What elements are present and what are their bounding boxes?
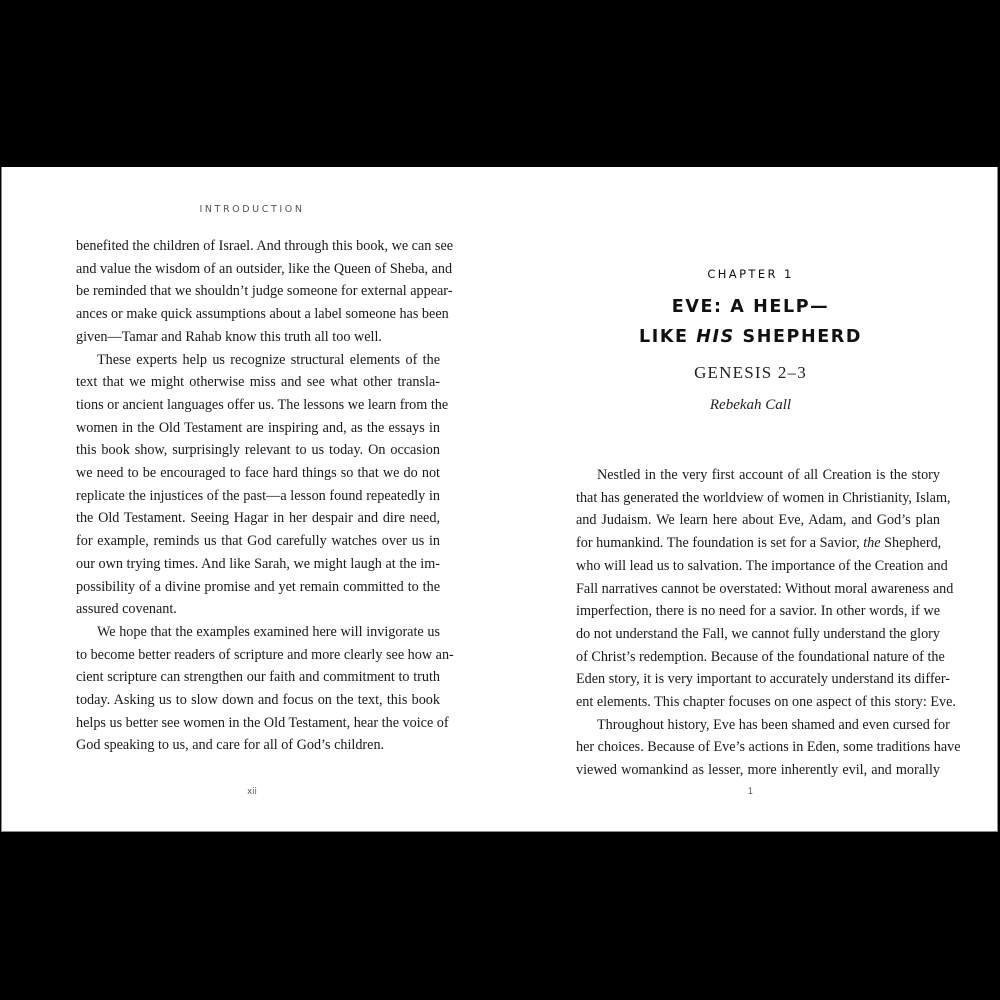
text-line: today. Asking us to slow down and focus on the text, this book bbox=[76, 692, 440, 708]
text-line: we need to be encouraged to face hard things so that we do not bbox=[76, 465, 440, 481]
text-line: assured covenant. bbox=[76, 601, 177, 618]
text-line: ances or make quick assumptions about a label someone has been bbox=[76, 306, 449, 323]
text-line: that has generated the worldview of women in Christianity, Islam, bbox=[576, 489, 951, 506]
text-line: possibility of a divine promise and yet remain committed to the bbox=[76, 578, 440, 595]
text-line: women in the Old Testament are inspiring and, as the essays in bbox=[76, 419, 440, 436]
text-line: for example, reminds us that God carefully watches over us in bbox=[76, 533, 440, 550]
text-line: and Judaism. We learn here about Eve, Adam, and God’s plan bbox=[576, 512, 940, 529]
text-line: viewed womankind as lesser, more inherently evil, and morally bbox=[576, 762, 940, 779]
text-line: do not understand the Fall, we cannot fully understand the glory bbox=[576, 625, 940, 642]
text-line: to become better readers of scripture and more clearly see how an- bbox=[76, 646, 454, 663]
text-line: imperfection, there is no need for a savior. In other words, if we bbox=[576, 603, 940, 620]
chapter-title-line-2 bbox=[502, 326, 999, 348]
text-line bbox=[576, 532, 940, 554]
text-line: given—Tamar and Rahab know this truth all too well. bbox=[76, 328, 382, 345]
text-line: We hope that the examples examined here will invigorate us bbox=[97, 623, 440, 640]
text-line: tions or ancient languages offer us. The lessons we learn from the bbox=[76, 396, 449, 413]
text-line: text that we might otherwise miss and see what other transla- bbox=[76, 374, 440, 391]
scripture-reference: GENESIS 2–3 bbox=[694, 363, 807, 382]
title-text: SHEPHERD bbox=[734, 327, 862, 347]
text-line: who will lead us to salvation. The importance of the Creation and bbox=[576, 557, 948, 574]
text-line: Fall narratives cannot be overstated: Without moral awareness and bbox=[576, 580, 954, 597]
text-line: be reminded that we shouldn’t judge someone for external appear- bbox=[76, 283, 453, 300]
text-segment: for humankind. The foundation is set for a Savior, bbox=[576, 535, 864, 552]
page-number: xii bbox=[247, 787, 257, 797]
text-line: ent elements. This chapter focuses on one aspect of this story: Eve. bbox=[576, 694, 956, 710]
text-segment: Shepherd, bbox=[880, 535, 942, 552]
title-text: LIKE bbox=[639, 327, 697, 347]
text-line: helps us better see women in the Old Testament, hear the voice of bbox=[76, 714, 449, 731]
chapter-author: Rebekah Call bbox=[709, 397, 792, 413]
text-line: our own trying times. And like Sarah, we might laugh at the im- bbox=[76, 555, 440, 572]
running-head: INTRODUCTION bbox=[199, 204, 305, 215]
text-line: Throughout history, Eve has been shamed and even cursed for bbox=[597, 716, 950, 733]
text-line: Nestled in the very first account of all Creation is the story bbox=[597, 467, 940, 483]
text-line: and value the wisdom of an outsider, like the Queen of Sheba, and bbox=[76, 260, 453, 277]
chapter-title-line-1: EVE: A HELP— bbox=[671, 297, 830, 317]
text-line: Eden story, it is very important to accurately understand its differ- bbox=[576, 671, 951, 688]
chapter-label: CHAPTER 1 bbox=[707, 267, 794, 281]
text-line: These experts help us recognize structural elements of the bbox=[97, 351, 440, 368]
text-line: of Christ’s redemption. Because of the foundational nature of the bbox=[576, 648, 945, 665]
right-page bbox=[502, 167, 999, 832]
title-emphasis: HIS bbox=[696, 327, 735, 347]
text-line: God speaking to us, and care for all of God’s children. bbox=[76, 737, 385, 754]
book-spread bbox=[1, 167, 998, 832]
page-number: 1 bbox=[747, 787, 754, 797]
text-line: this book show, surprisingly relevant to us today. On occasion bbox=[76, 442, 440, 459]
text-line: her choices. Because of Eve’s actions in Eden, some traditions have bbox=[576, 739, 961, 756]
text-emphasis: the bbox=[863, 535, 881, 552]
left-page bbox=[2, 167, 502, 832]
text-line: benefited the children of Israel. And through this book, we can see bbox=[76, 238, 454, 254]
text-line: replicate the injustices of the past—a lesson found repeatedly in bbox=[76, 487, 440, 504]
text-line: cient scripture can strengthen our faith and commitment to truth bbox=[76, 669, 440, 686]
text-line: the Old Testament. Seeing Hagar in her despair and dire need, bbox=[76, 510, 440, 527]
